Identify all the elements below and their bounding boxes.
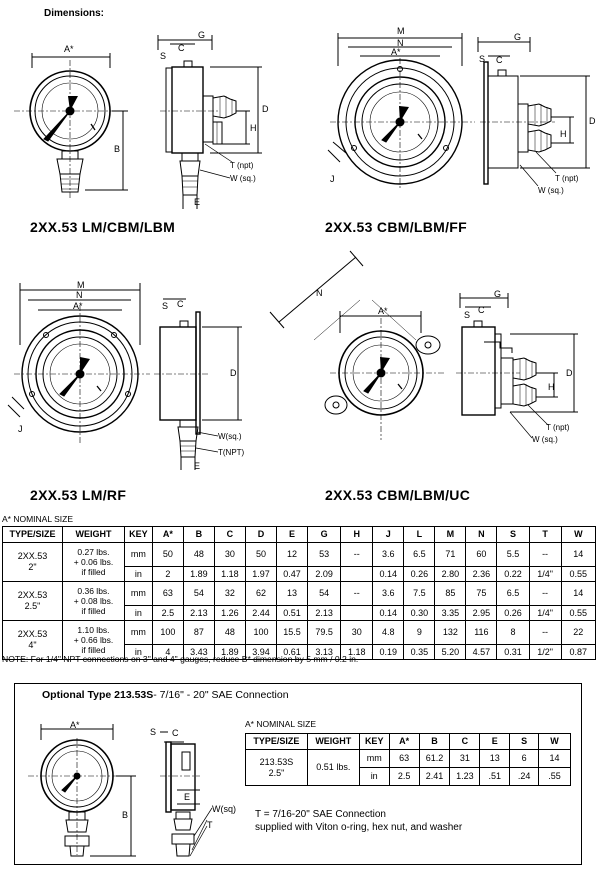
value-cell: 1/2" (529, 645, 561, 660)
value-cell: 54 (308, 582, 341, 606)
value-cell: 15.5 (276, 621, 307, 645)
header-cell: KEY (359, 734, 389, 750)
value-cell: 75 (466, 582, 497, 606)
fig1-label-e: E (194, 197, 201, 207)
value-cell: -- (341, 543, 373, 567)
weight-line: if filled (81, 567, 106, 577)
header-cell: C (214, 527, 245, 543)
header-cell: A* (389, 734, 419, 750)
weight-line: + 0.08 lbs. (73, 596, 114, 606)
value-cell: 0.14 (373, 567, 404, 582)
header-cell: D (245, 527, 276, 543)
fig4-label-d: D (566, 368, 573, 378)
value-cell: 30 (341, 621, 373, 645)
header-cell: C (450, 734, 480, 750)
value-cell: 54 (183, 582, 214, 606)
value-cell: 3.35 (435, 606, 466, 621)
fig2-side-view (478, 32, 596, 195)
value-cell: 1.89 (183, 567, 214, 582)
table-row (246, 750, 571, 768)
optional-title-rest: - 7/16" - 20" SAE Connection (153, 689, 289, 701)
opt-label-e: E (184, 792, 191, 802)
value-cell: 0.55 (561, 567, 595, 582)
value-cell: 50 (152, 543, 183, 567)
value-cell: 14 (539, 750, 571, 768)
value-cell: 61.2 (419, 750, 450, 768)
fig2-label-t: T (npt) (555, 174, 579, 183)
header-cell: WEIGHT (62, 527, 124, 543)
fig2-label-s: S (479, 54, 486, 64)
weight-line: if filled (81, 606, 106, 616)
value-cell: 3.6 (373, 582, 404, 606)
header-cell: B (419, 734, 450, 750)
fig3-label-a: A* (73, 301, 83, 311)
value-cell: .51 (480, 768, 510, 786)
fig3-label-t: T(NPT) (218, 448, 245, 457)
weight-line: 1.10 lbs. (77, 625, 110, 635)
value-cell: -- (529, 621, 561, 645)
key-cell: in (359, 768, 389, 786)
fig1-label-s: S (160, 51, 167, 61)
fig3-label-w: W(sq.) (218, 432, 242, 441)
value-cell: -- (341, 582, 373, 606)
value-cell: 0.47 (276, 567, 307, 582)
header-cell: G (308, 527, 341, 543)
optional-note (255, 808, 462, 834)
value-cell: 53 (308, 543, 341, 567)
fig1-title: 2XX.53 LM/CBM/LBM (30, 219, 176, 235)
value-cell: 4 (152, 645, 183, 660)
type-name: 2XX.53 (17, 629, 48, 639)
header-cell: TYPE/SIZE (3, 527, 63, 543)
value-cell: 1/4" (529, 567, 561, 582)
type-size: 2.5" (24, 601, 41, 611)
fig4-front-view (270, 251, 445, 440)
value-cell: 0.61 (276, 645, 307, 660)
optional-table (245, 733, 571, 786)
value-cell: 1.18 (214, 567, 245, 582)
value-cell: 87 (183, 621, 214, 645)
value-cell: 2.41 (419, 768, 450, 786)
value-cell: 14 (561, 543, 595, 567)
fig2-label-a: A* (391, 47, 401, 57)
value-cell: 0.35 (404, 645, 435, 660)
header-cell: N (466, 527, 497, 543)
weight-line: 0.27 lbs. (77, 547, 110, 557)
fig4-label-w: W (sq.) (532, 435, 558, 444)
fig2-label-n: N (397, 38, 404, 48)
fig1-label-a: A* (64, 44, 74, 54)
fig3-label-s: S (162, 301, 169, 311)
nominal-size-note: A* NOMINAL SIZE (2, 514, 74, 524)
value-cell: 0.51 (276, 606, 307, 621)
fig4-title: 2XX.53 CBM/LBM/UC (325, 487, 471, 503)
fig2-title: 2XX.53 CBM/LBM/FF (325, 219, 468, 235)
opt-label-s: S (150, 727, 157, 737)
header-cell: L (404, 527, 435, 543)
fig4-label-a: A* (378, 306, 388, 316)
value-cell: 2.95 (466, 606, 497, 621)
table-row (3, 543, 596, 567)
fig3-label-e: E (194, 461, 201, 471)
weight-line: 0.36 lbs. (77, 586, 110, 596)
header-cell: E (480, 734, 510, 750)
value-cell: 1.23 (450, 768, 480, 786)
value-cell: 0.22 (497, 567, 529, 582)
key-cell: in (125, 606, 153, 621)
value-cell: 116 (466, 621, 497, 645)
value-cell: 60 (466, 543, 497, 567)
value-cell: 1.89 (214, 645, 245, 660)
fig4-label-h: H (548, 382, 555, 392)
opt-label-b: B (122, 810, 129, 820)
fig3-label-j: J (18, 424, 23, 434)
value-cell: 0.14 (373, 606, 404, 621)
value-cell: 48 (183, 543, 214, 567)
value-cell: 0.26 (404, 567, 435, 582)
fig3-label-d: D (230, 368, 237, 378)
weight-cell (62, 582, 124, 621)
type-size: 4" (28, 640, 37, 650)
opt-label-w: W(sq) (212, 804, 236, 814)
value-cell: 13 (276, 582, 307, 606)
fig1-label-c: C (178, 43, 185, 53)
value-cell: 1/4" (529, 606, 561, 621)
value-cell: 0.19 (373, 645, 404, 660)
value-cell: 2 (152, 567, 183, 582)
header-cell: J (373, 527, 404, 543)
value-cell: 2.80 (435, 567, 466, 582)
value-cell: 2.13 (308, 606, 341, 621)
value-cell: 0.31 (497, 645, 529, 660)
value-cell: 1.97 (245, 567, 276, 582)
value-cell: 63 (152, 582, 183, 606)
fig4-side-view (456, 289, 578, 444)
value-cell: 2.36 (466, 567, 497, 582)
optional-note-line1: T = 7/16-20" SAE Connection (255, 809, 386, 820)
header-cell: TYPE/SIZE (246, 734, 308, 750)
fig3-label-m: M (77, 280, 85, 290)
value-cell: 14 (561, 582, 595, 606)
type-name: 2XX.53 (17, 551, 48, 561)
optional-title-bold: Optional Type 213.53S (42, 689, 154, 701)
fig1-label-t: T (npt) (230, 161, 254, 170)
table-row (3, 621, 596, 645)
value-cell (341, 606, 373, 621)
fig4-label-t: T (npt) (546, 423, 570, 432)
header-cell: B (183, 527, 214, 543)
fig3-label-n: N (76, 290, 83, 300)
value-cell: 5.5 (497, 543, 529, 567)
value-cell: 22 (561, 621, 595, 645)
fig2-label-d: D (589, 116, 596, 126)
header-cell: W (561, 527, 595, 543)
value-cell: 62 (245, 582, 276, 606)
value-cell: 7.5 (404, 582, 435, 606)
fig1-side-view (158, 30, 269, 209)
fig2-label-w: W (sq.) (538, 186, 564, 195)
optional-note-line2: supplied with Viton o-ring, hex nut, and washer (255, 822, 463, 833)
value-cell: 50 (245, 543, 276, 567)
value-cell: 0.55 (561, 606, 595, 621)
optional-nominal-note: A* NOMINAL SIZE (245, 719, 317, 729)
type-name: 213.53S (259, 756, 294, 767)
fig3-side-view (154, 299, 245, 471)
value-cell: 71 (435, 543, 466, 567)
value-cell: 6.5 (497, 582, 529, 606)
fig4-label-c: C (478, 305, 485, 315)
value-cell: 3.43 (183, 645, 214, 660)
type-size: 2.5" (268, 767, 285, 778)
value-cell: 48 (214, 621, 245, 645)
fig1-front-view (14, 44, 128, 198)
fig2-label-j: J (330, 174, 335, 184)
value-cell: 2.5 (152, 606, 183, 621)
header-cell: S (497, 527, 529, 543)
value-cell: -- (529, 582, 561, 606)
value-cell: 5.20 (435, 645, 466, 660)
value-cell: 85 (435, 582, 466, 606)
value-cell: 100 (152, 621, 183, 645)
table-row (3, 582, 596, 606)
value-cell: 4.8 (373, 621, 404, 645)
fig2-label-g: G (514, 32, 522, 42)
value-cell: 3.94 (245, 645, 276, 660)
table-header-row (3, 527, 596, 543)
fig1-label-h: H (250, 123, 257, 133)
opt-label-t: T (207, 820, 213, 830)
fig3-title: 2XX.53 LM/RF (30, 487, 127, 503)
value-cell: 3.6 (373, 543, 404, 567)
dimensions-table (2, 526, 596, 660)
value-cell: 132 (435, 621, 466, 645)
weight-line: + 0.66 lbs. (73, 635, 114, 645)
value-cell: 79.5 (308, 621, 341, 645)
fig3-label-c: C (177, 299, 184, 309)
header-cell: S (510, 734, 539, 750)
optional-header-row (246, 734, 571, 750)
value-cell: .24 (510, 768, 539, 786)
header-cell: H (341, 527, 373, 543)
header-cell: A* (152, 527, 183, 543)
value-cell: 6 (510, 750, 539, 768)
value-cell: 31 (450, 750, 480, 768)
key-cell: in (125, 567, 153, 582)
key-cell: mm (359, 750, 389, 768)
value-cell: 8 (497, 621, 529, 645)
key-cell: in (125, 645, 153, 660)
fig3-front-view (8, 280, 150, 445)
header-cell: T (529, 527, 561, 543)
type-cell (3, 543, 63, 582)
value-cell: 0.30 (404, 606, 435, 621)
value-cell: 2.09 (308, 567, 341, 582)
value-cell: 100 (245, 621, 276, 645)
type-cell (246, 750, 308, 786)
value-cell: 1.18 (341, 645, 373, 660)
fig2-label-m: M (397, 26, 405, 36)
fig4-label-g: G (494, 289, 502, 299)
opt-label-a: A* (70, 720, 80, 730)
weight-line: if filled (81, 645, 106, 655)
opt-label-c: C (172, 728, 179, 738)
value-cell: 2.5 (389, 768, 419, 786)
value-cell: -- (529, 543, 561, 567)
fig1-label-d: D (262, 104, 269, 114)
value-cell: 3.13 (308, 645, 341, 660)
header-cell: M (435, 527, 466, 543)
header-cell: E (276, 527, 307, 543)
value-cell: 0.87 (561, 645, 595, 660)
key-cell: mm (125, 582, 153, 606)
header-cell: W (539, 734, 571, 750)
value-cell: 1.26 (214, 606, 245, 621)
value-cell: 9 (404, 621, 435, 645)
key-cell: mm (125, 621, 153, 645)
weight-cell: 0.51 lbs. (307, 750, 359, 786)
dimensions-heading: Dimensions: (44, 8, 105, 19)
value-cell: 2.13 (183, 606, 214, 621)
fig1-label-g: G (198, 30, 206, 40)
value-cell: 32 (214, 582, 245, 606)
value-cell: 63 (389, 750, 419, 768)
fig4-label-s: S (464, 310, 471, 320)
value-cell: .55 (539, 768, 571, 786)
fig2-label-c: C (496, 55, 503, 65)
value-cell: 0.26 (497, 606, 529, 621)
type-cell (3, 582, 63, 621)
fig2-label-h: H (560, 129, 567, 139)
type-name: 2XX.53 (17, 590, 48, 600)
value-cell: 4.57 (466, 645, 497, 660)
fig4-label-n: N (316, 288, 323, 298)
optional-title (42, 689, 289, 701)
type-size: 2" (28, 562, 37, 572)
value-cell: 2.44 (245, 606, 276, 621)
value-cell: 30 (214, 543, 245, 567)
weight-cell (62, 543, 124, 582)
value-cell: 13 (480, 750, 510, 768)
fig2-front-view (328, 26, 475, 190)
header-cell: KEY (125, 527, 153, 543)
header-cell: WEIGHT (307, 734, 359, 750)
value-cell (341, 567, 373, 582)
fig1-label-w: W (sq.) (230, 174, 256, 183)
key-cell: mm (125, 543, 153, 567)
value-cell: 6.5 (404, 543, 435, 567)
table-footnote: NOTE: For 1/4" NPT connections on 3" and 4" gauges, reduce B* dimension by 5 mm / 0.2 in. (2, 654, 359, 664)
weight-line: + 0.06 lbs. (73, 557, 114, 567)
fig1-label-b: B (114, 144, 121, 154)
value-cell: 12 (276, 543, 307, 567)
